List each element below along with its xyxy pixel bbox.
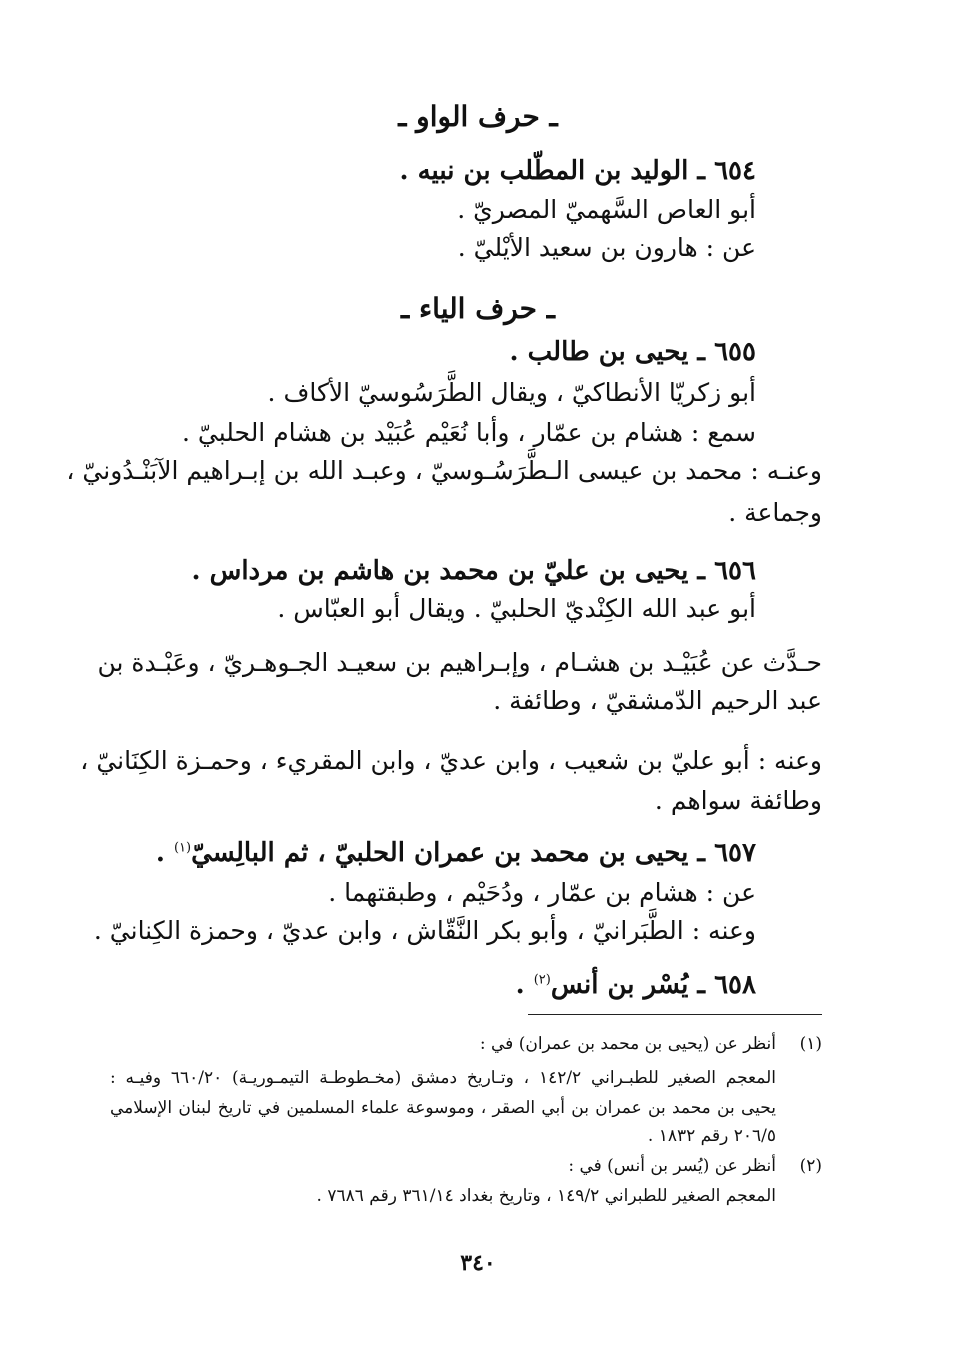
entry-title-657 [156, 838, 756, 868]
footnote-text: أنظر عن (يحيى بن محمد بن عمران) في : [479, 1034, 776, 1054]
entry-line: وعنه : الطَّبَرانيّ ، وأبو بكر النَّقّاش ، وابن عديّ ، وحمزة الكِنانيّ . [93, 916, 756, 945]
entry-line: وعنـه : محمد بن عيسى الـطَّرَسُـوسيّ ، وعبـد الله بن إبـراهيم الآبَنْـدُونيّ ، [66, 456, 822, 485]
footnote-ref-1[interactable]: (١) [173, 840, 192, 856]
footnote-divider [528, 1014, 822, 1015]
entry-title-654: ٦٥٤ ـ الوليد بن المطّلب بن نبيه . [399, 156, 756, 186]
footnote-number: (١) [799, 1034, 822, 1054]
footnote-line: يحيى بن محمد بن عمران بن أبي الصقر ، وموسوعة علماء المسلمين في تاريخ لبنان الإسلامي [110, 1098, 776, 1118]
footnote-number: (٢) [799, 1156, 822, 1176]
entry-title-656: ٦٥٦ ـ يحيى بن عليّ بن محمد بن هاشم بن مرداس . [191, 556, 756, 586]
entry-line: أبو عبد الله الكِنْديّ الحلبيّ . ويقال أبو العبّاس . [277, 594, 756, 623]
footnote-2-first-line [568, 1156, 822, 1176]
footnote-1-first-line [480, 1034, 822, 1054]
section-heading-ya: ـ حرف الياء ـ [401, 292, 555, 325]
entry-title-end: . [155, 838, 174, 868]
entry-title-text: ٦٥٧ ـ يحيى بن محمد بن عمران الحلبيّ ، ثم البالِسيّ [191, 838, 756, 868]
entry-line: عبد الرحيم الدّمشقيّ ، وطائفة . [493, 686, 822, 715]
entry-title-658 [516, 970, 756, 1000]
section-heading-waw: ـ حرف الواو ـ [398, 100, 558, 133]
footnote-ref-2[interactable]: (٢) [533, 972, 551, 988]
entry-line: حـدَّث عن عُبَيْـد بن هشـام ، وإبـراهيم بن سعيـد الجـوهـريّ ، وعَبْـدة بن [97, 648, 822, 677]
footnote-text: أنظر عن (يُسر بن أنس) في : [568, 1156, 776, 1176]
entry-line: وطائفة سواهم . [654, 786, 822, 815]
entry-line: وعنه : أبو عليّ بن شعيب ، وابن عديّ ، وابن المقريء ، وحمـزة الكِنَانيّ ، [80, 746, 822, 775]
footnote-line: المعجم الصغير للطبراني ١٤٩/٢ ، وتاريخ بغداد ٣٦١/١٤ رقم ٧٦٨٦ . [316, 1186, 776, 1206]
entry-line: عن : هشام بن عمّار ، ودُحَيْم ، وطبقتهما . [328, 878, 756, 907]
entry-line: عن : هارون بن سعيد الأيْليّ . [457, 233, 756, 262]
entry-line: أبو زكريّا الأنطاكيّ ، ويقال الطَّرَسُوسيّ الأكاف . [267, 378, 756, 407]
entry-line: سمع : هشام بن عمّار ، وأبا نُعَيْم عُبَيْد بن هشام الحلبيّ . [182, 418, 756, 447]
entry-line: أبو العاص السَّهميّ المصريّ . [457, 195, 756, 224]
entry-line: وجماعة . [728, 498, 822, 527]
footnote-line: المعجم الصغير للطبـراني ١٤٢/٢ ، وتـاريخ دمشق (مخـطوطـة التيمـوريـة) ٦٦٠/٢٠ وفيـه : [110, 1068, 776, 1088]
page-number: ٣٤٠ [460, 1250, 496, 1276]
entry-title-655: ٦٥٥ ـ يحيى بن طالب . [509, 337, 756, 367]
footnote-line: ٢٠٦/٥ رقم ١٨٣٢ . [647, 1126, 776, 1146]
entry-title-text: ٦٥٨ ـ يُسْر بن أنس [550, 970, 756, 1000]
entry-title-end: . [515, 970, 534, 1000]
